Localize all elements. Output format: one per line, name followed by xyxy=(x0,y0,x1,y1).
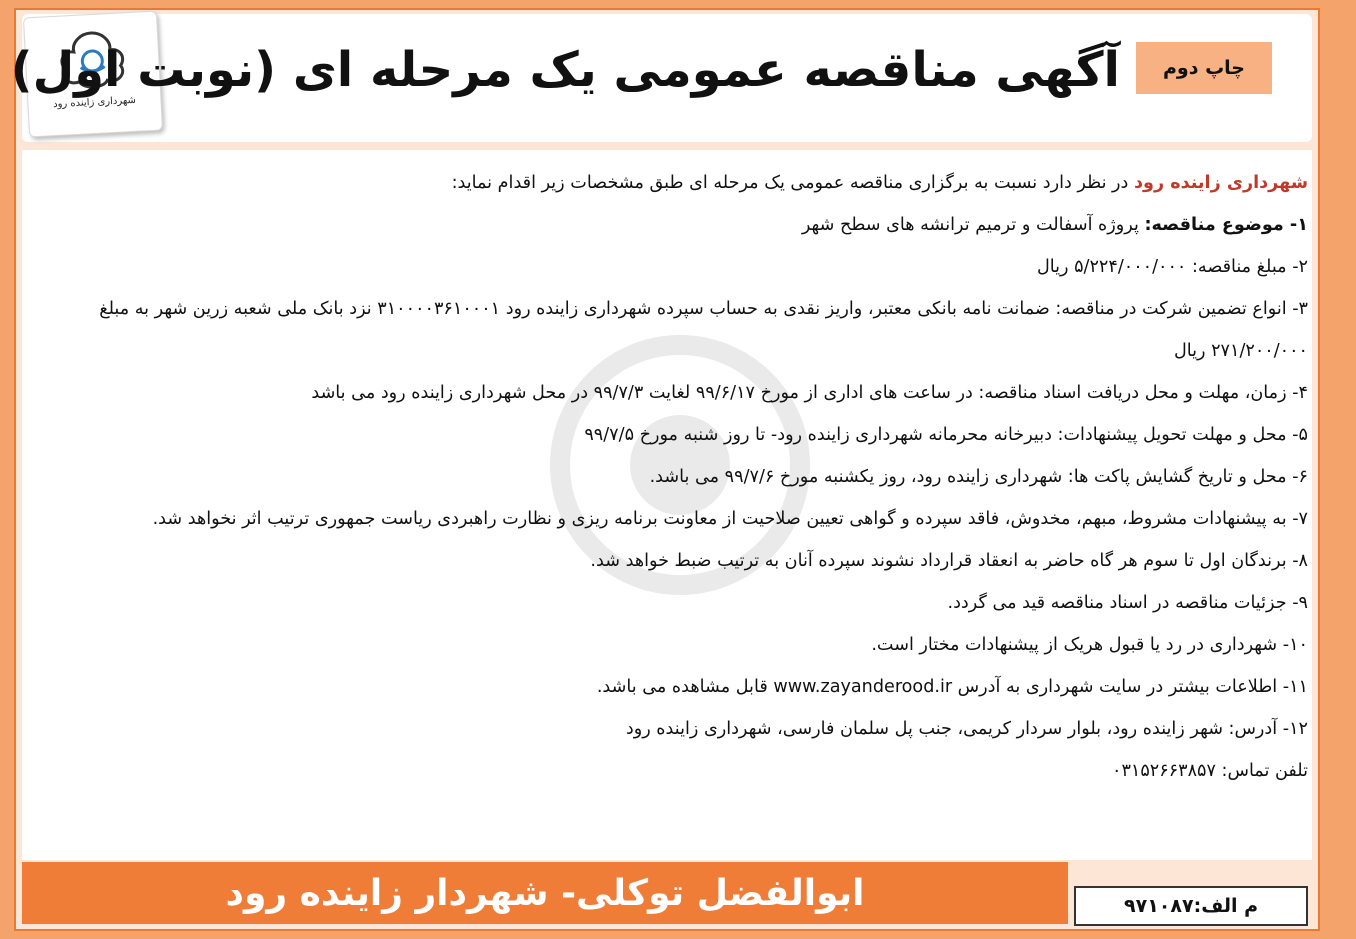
list-item xyxy=(68,246,1308,288)
item-text: ۱۰- شهرداری در رد یا قبول هریک از پیشنهادات مختار است. xyxy=(871,635,1308,655)
list-item xyxy=(68,456,1308,498)
list-item xyxy=(68,204,1308,246)
item-text: ۶- محل و تاریخ گشایش پاکت ها: شهرداری زاینده رود، روز یکشنبه مورخ ۹۹/۷/۶ می باشد. xyxy=(649,467,1308,487)
item-text: ۷- به پیشنهادات مشروط، مبهم، مخدوش، فاقد سپرده و گواهی تعیین صلاحیت از معاونت برنامه ریزی و نظارت راهبردی ریاست جمهوری ترتیب اثر نخواهد شد. xyxy=(152,509,1308,529)
item-text: تلفن تماس: ۰۳۱۵۲۶۶۳۸۵۷ xyxy=(1112,761,1308,781)
organization-name: شهرداری زاینده رود xyxy=(1133,173,1308,193)
item-text: ۱۲- آدرس: شهر زاینده رود، بلوار سردار کریمی، جنب پل سلمان فارسی، شهرداری زاینده رود xyxy=(625,719,1308,739)
intro-text: در نظر دارد نسبت به برگزاری مناقصه عمومی یک مرحله ای طبق مشخصات زیر اقدام نماید: xyxy=(451,173,1134,193)
item-text: ۹- جزئیات مناقصه در اسناد مناقصه قید می گردد. xyxy=(947,593,1308,613)
item-text: ۲- مبلغ مناقصه: ۵/۲۲۴/۰۰۰/۰۰۰ ریال xyxy=(1036,257,1308,277)
notice-content xyxy=(68,162,1308,792)
list-item xyxy=(68,540,1308,582)
print-edition-badge: چاپ دوم xyxy=(1136,42,1272,94)
publication-code: م الف:۹۷۱۰۸۷ xyxy=(1074,886,1308,926)
list-item xyxy=(68,624,1308,666)
item-text: ۵- محل و مهلت تحویل پیشنهادات: دبیرخانه محرمانه شهرداری زاینده رود- تا روز شنبه مورخ ۹۹/۷/۵ xyxy=(584,425,1308,445)
intro-paragraph xyxy=(68,162,1308,204)
list-item xyxy=(68,414,1308,456)
item-text: ۸- برندگان اول تا سوم هر گاه حاضر به انعقاد قرارداد نشوند سپرده آنان به ترتیب ضبط خواهد شد. xyxy=(590,551,1308,571)
item-text: ۱۱- اطلاعات بیشتر در سایت شهرداری به آدرس www.zayanderood.ir قابل مشاهده می باشد. xyxy=(596,677,1308,697)
page-title: آگهی مناقصه عمومی یک مرحله ای (نوبت اول) xyxy=(10,42,1120,98)
list-item xyxy=(68,666,1308,708)
list-item xyxy=(68,750,1308,792)
list-item xyxy=(68,372,1308,414)
item-text: پروژه آسفالت و ترمیم ترانشه های سطح شهر xyxy=(801,215,1145,235)
mayor-signature: ابوالفضل توکلی- شهردار زاینده رود xyxy=(22,862,1068,924)
logo-caption: شهرداری زاینده رود xyxy=(52,94,137,111)
list-item xyxy=(68,708,1308,750)
list-item xyxy=(68,498,1308,540)
list-item xyxy=(68,288,1308,372)
item-text: ۳- انواع تضمین شرکت در مناقصه: ضمانت نامه بانکی معتبر، واریز نقدی به حساب سپرده شهرداری زاینده رود ۳۱۰۰۰۰۳۶۱۰۰۰۱ نزد بانک ملی شعبه زرین شهر به مبلغ ۲۷۱/۲۰۰/۰۰۰ ریال xyxy=(99,299,1308,361)
item-label: ۱- موضوع مناقصه: xyxy=(1144,215,1308,235)
list-item xyxy=(68,582,1308,624)
item-text: ۴- زمان، مهلت و محل دریافت اسناد مناقصه: در ساعت های اداری از مورخ ۹۹/۶/۱۷ لغایت ۹۹/۷/۳ در محل شهرداری زاینده رود می باشد xyxy=(311,383,1308,403)
